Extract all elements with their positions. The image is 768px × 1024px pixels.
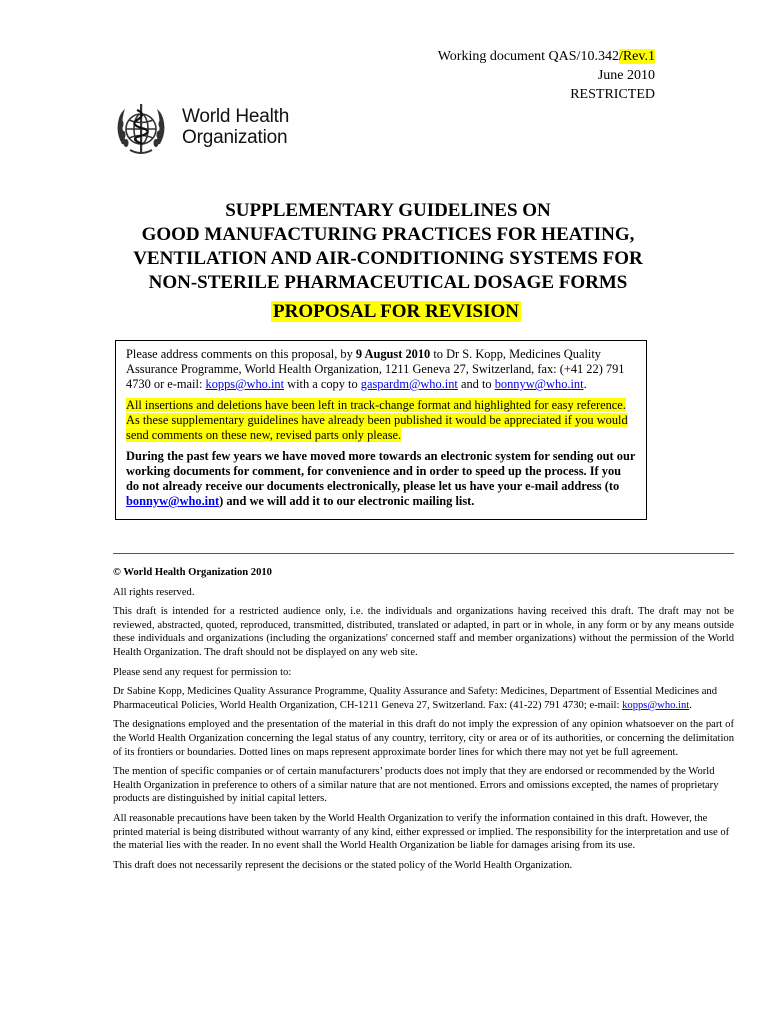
electronic-notice-end: ) and we will add it to our electronic mailing list.: [219, 494, 475, 508]
electronic-system-notice: [126, 449, 636, 509]
logo-line-1: World Health: [182, 106, 290, 127]
permission-contact: [113, 685, 734, 712]
comment-deadline: 9 August 2010: [355, 347, 431, 361]
legal-notice: [113, 566, 734, 878]
electronic-notice-text: During the past few years we have moved more towards an electronic system for sending out our working documents for comment, for convenience and in order to speed up the process. If you do not already receive our documents electronically, please let us have your e-mail address (to: [126, 449, 636, 493]
policy-disclaimer: This draft does not necessarily represent the decisions or the stated policy of the World Health Organization.: [113, 859, 573, 871]
email-link-contact[interactable]: kopps@who.int: [622, 699, 690, 711]
permission-intro: Please send any request for permission to:: [113, 666, 292, 678]
comments-box: [115, 340, 647, 520]
contact-end: .: [689, 699, 692, 711]
track-change-notice: [126, 398, 636, 443]
title-line-1: SUPPLEMENTARY GUIDELINES ON: [225, 200, 551, 221]
proposal-for-revision: PROPOSAL FOR REVISION: [273, 301, 519, 322]
title-line-3: VENTILATION AND AIR-CONDITIONING SYSTEMS FOR: [133, 248, 643, 269]
comment-and-text: and to: [457, 377, 495, 391]
who-logo-text: [182, 106, 289, 148]
designations-disclaimer: The designations employed and the presentation of the material in this draft do not imply the expression of any opinion whatsoever on the part of the World Health Organization concerning the legal status of any country, territory, city or area or of its authorities, or concerning the delimitation of its frontiers or boundaries. Dotted lines on maps represent approximate border lines for which there may not yet be full agreement.: [113, 719, 734, 758]
section-divider: [113, 553, 734, 554]
proposal-heading: [0, 300, 768, 324]
email-link-bonnyw-mailing[interactable]: bonnyw@who.int: [126, 494, 220, 508]
revision-highlight: /Rev.1: [618, 49, 655, 64]
title-line-4: NON-STERILE PHARMACEUTICAL DOSAGE FORMS: [148, 272, 628, 293]
email-link-bonnyw[interactable]: bonnyw@who.int: [494, 377, 584, 391]
comment-text: Please address comments on this proposal, by: [126, 347, 356, 361]
precautions-disclaimer: All reasonable precautions have been taken by the World Health Organization to verify the information contained in this draft. However, the printed material is being distributed without warranty of any kind, either expressed or implied. The responsibility for the interpretation and use of the material lies with the reader. In no event shall the World Health Organization be liable for damages arising from its use.: [113, 812, 730, 852]
mention-disclaimer: The mention of specific companies or of certain manufacturers’ products does not imply that they are endorsed or recommended by the World Health Organization in preference to others of a similar nature that are not mentioned. Errors and omissions excepted, the names of proprietary products are distinguished by initial capital letters.: [113, 766, 719, 805]
comment-address: to Dr S. Kopp, Medicines Quality Assurance Programme, World Health Organization, 1211 Geneva 27, Switzerland, fax: (+41 22) 791 4730 or e-mail:: [126, 347, 625, 391]
comment-copy-text: with a copy to: [284, 377, 361, 391]
copyright-line: © World Health Organization 2010: [113, 567, 272, 578]
email-link-kopps[interactable]: kopps@who.int: [205, 377, 285, 391]
draft-notice: This draft is intended for a restricted audience only, i.e. the individuals and organizations having received this draft. The draft may not be reviewed, abstracted, quoted, reproduced, transmitted, distributed, translated or adapted, in part or in whole, in any form or by any means outside these individuals and organizations (including the organizations' concerned staff and member organizations) without the permission of the World Health Organization. The draft should not be displayed on any web site.: [113, 606, 734, 658]
restriction-label: RESTRICTED: [570, 87, 655, 102]
comment-end: .: [583, 377, 587, 391]
document-date: June 2010: [597, 68, 655, 83]
who-logo: [110, 98, 310, 160]
title-line-2: GOOD MANUFACTURING PRACTICES FOR HEATING,: [141, 224, 635, 245]
comment-instructions: [126, 347, 636, 392]
email-link-gaspardm[interactable]: gaspardm@who.int: [360, 377, 458, 391]
rights-reserved: All rights reserved.: [113, 586, 195, 598]
who-emblem-icon: [110, 98, 172, 160]
document-title: [60, 199, 716, 295]
logo-line-2: Organization: [182, 127, 288, 148]
document-header: [438, 47, 655, 104]
working-document-number: Working document QAS/10.342: [437, 49, 619, 64]
working-document-id: [438, 47, 655, 66]
track-change-text: All insertions and deletions have been left in track-change format and highlighted for easy reference. As these supplementary guidelines have already been published it would be appreciated if you would send comments on these new, revised parts only please.: [126, 398, 628, 442]
contact-address: Dr Sabine Kopp, Medicines Quality Assurance Programme, Quality Assurance and Safety: Medicines, Department of Essential Medicines and Pharmaceutical Policies, World Health Organization, CH-1211 Geneva 27, Switzerland. Fax: (41-22) 791 4730; e-mail:: [113, 686, 717, 711]
